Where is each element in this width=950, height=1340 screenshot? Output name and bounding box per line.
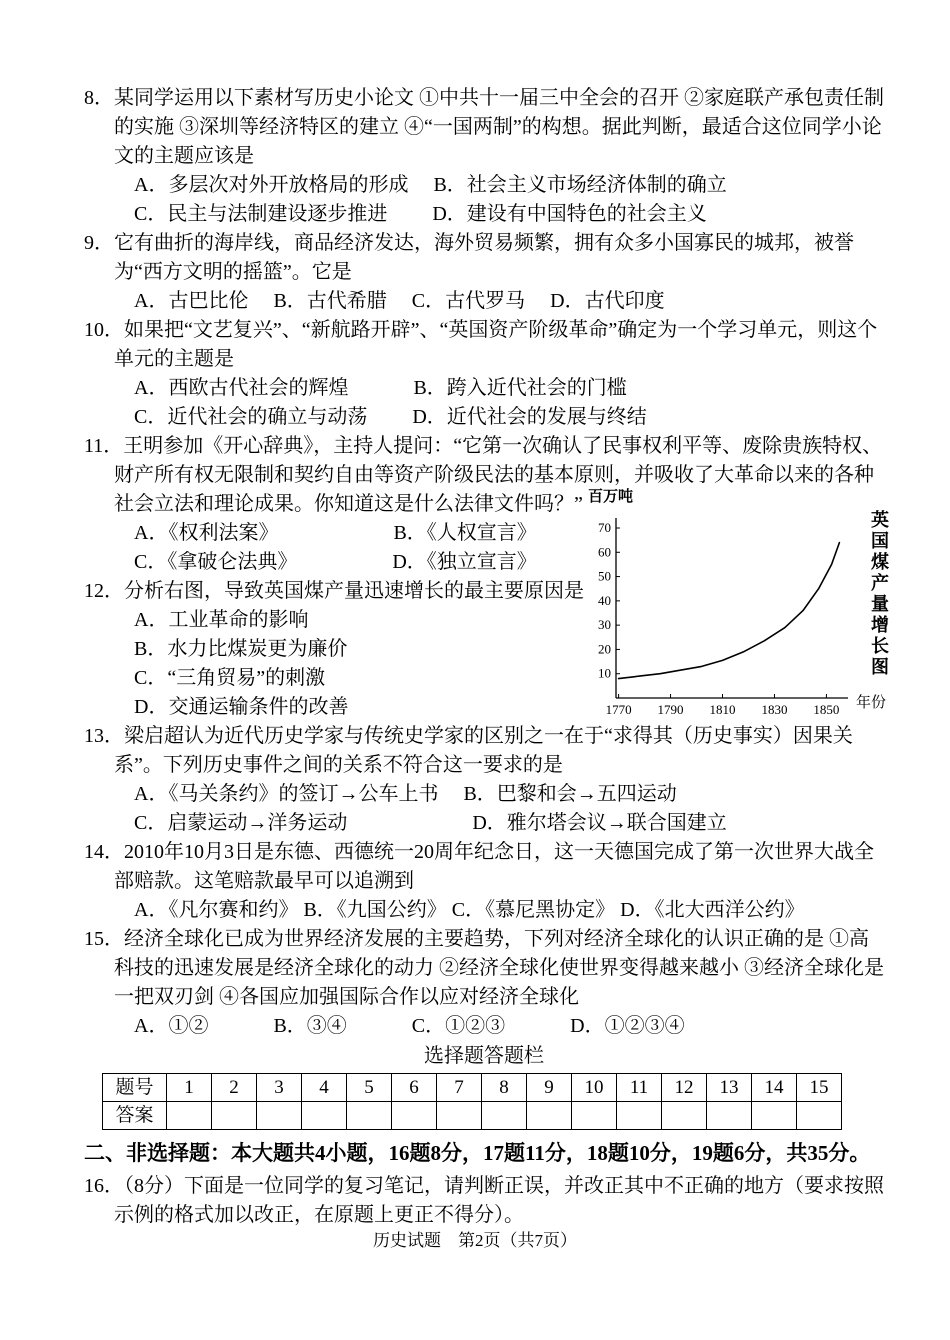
question-text: 梁启超认为近代历史学家与传统史学家的区别之一在于“求得其（历史事实）因果关系”。下列历史事件之间的关系不符合这一要求的是 [114,725,853,776]
question-text: 王明参加《开心辞典》，主持人提问：“它第一次确认了民事权利平等、废除贵族特权、财产所有权无限制和契约自由等资产阶级民法的基本原则，并吸收了大革命以来的各种社会立法和理论成果。你知道这是什么法律文件吗？” [114,435,883,515]
answer-table [102,1073,842,1130]
answer-cell [752,1102,797,1130]
answer-cell [527,1102,572,1130]
question-stem [84,1172,884,1230]
answer-cell [707,1102,752,1130]
question-14 [84,838,884,925]
table-row-answers [103,1102,842,1130]
svg-text:20: 20 [598,641,611,657]
question-number: 11． [84,435,124,457]
question-number: 12． [84,580,124,602]
svg-text:1810: 1810 [709,702,736,717]
question-stem [84,722,884,780]
question-number-cell: 4 [302,1074,347,1102]
question-number-cell: 3 [257,1074,302,1102]
option-line: A．①② B．③④ C．①②③ D．①②③④ [134,1015,685,1037]
questions-8-10 [84,84,884,432]
chart-section [84,432,889,722]
question-9 [84,229,884,316]
answer-cell [347,1102,392,1130]
svg-text:1830: 1830 [761,702,788,717]
answer-cell [302,1102,347,1130]
question-number-cell: 1 [167,1074,212,1102]
coal-production-chart [588,489,890,720]
question-number-cell: 10 [572,1074,617,1102]
question-number: 10． [84,319,124,341]
option-line: A．《凡尔赛和约》 B．《九国公约》 C．《慕尼黑协定》 D．《北大西洋公约》 [134,899,805,921]
question-number-cell: 12 [662,1074,707,1102]
question-number: 13． [84,725,124,747]
option-line: C．民主与法制建设逐步推进 D．建设有中国特色的社会主义 [134,203,707,225]
chart-title: 英国煤产量增长图 [869,510,889,678]
chart-plot [588,506,850,722]
answer-cell [572,1102,617,1130]
svg-text:40: 40 [598,592,611,608]
question-text: 它有曲折的海岸线，商品经济发达，海外贸易频繁，拥有众多小国寡民的城邦，被誉为“西方文明的摇篮”。它是 [114,232,854,283]
option-line: A．《权利法案》 B．《人权宣言》 [134,522,537,544]
question-stem [84,925,884,1012]
question-text: 分析右图，导致英国煤产量迅速增长的最主要原因是 [124,580,584,602]
chart-x-axis-label: 年份 [855,695,886,711]
option-line: A．《马关条约》的签订→公车上书 B．巴黎和会→五四运动 [134,783,677,805]
question-text: （8分）下面是一位同学的复习笔记，请判断正误，并改正其中不正确的地方（要求按照示例的格式加以改正，在原题上更正不得分）。 [114,1175,884,1226]
row-label-numbers: 题号 [103,1074,167,1102]
option-line: C．近代社会的确立与动荡 D．近代社会的发展与终结 [134,406,647,428]
svg-text:10: 10 [598,665,611,681]
question-text: 2010年10月3日是东德、西德统一20周年纪念日，这一天德国完成了第一次世界大战全部赔款。这笔赔款最早可以追溯到 [114,841,874,892]
answer-cell [167,1102,212,1130]
option-line: A．西欧古代社会的辉煌 B．跨入近代社会的门槛 [134,377,627,399]
svg-text:50: 50 [598,568,611,584]
question-number: 9． [84,232,114,254]
chart-y-unit-label: 百万吨 [588,489,634,505]
question-stem [84,84,884,171]
question-number-cell: 15 [797,1074,842,1102]
question-stem [84,229,884,287]
answer-cell [212,1102,257,1130]
answer-cell [392,1102,437,1130]
question-number-cell: 9 [527,1074,572,1102]
question-number: 14． [84,841,124,863]
question-stem [84,838,884,896]
page-content [84,84,889,1230]
svg-text:30: 30 [598,617,611,633]
option-line: A．古巴比伦 B．古代希腊 C．古代罗马 D．古代印度 [134,290,665,312]
questions-13-15 [84,722,884,1041]
page-footer: 历史试题 第2页（共7页） [373,1231,577,1250]
svg-text:1770: 1770 [605,702,632,717]
answer-cell [617,1102,662,1130]
answer-cell [662,1102,707,1130]
question-10 [84,316,884,432]
question-text: 经济全球化已成为世界经济发展的主要趋势，下列对经济全球化的认识正确的是 ①高科技的迅速发展是经济全球化的动力 ②经济全球化使世界变得越来越小 ③经济全球化是一把双刃剑 ④各国应加强国际合作以应对经济全球化 [114,928,884,1008]
option-line: A．工业革命的影响 [134,609,309,631]
question-number: 15． [84,928,124,950]
question-number-cell: 8 [482,1074,527,1102]
svg-text:60: 60 [598,544,611,560]
answer-cell [257,1102,302,1130]
question-number-cell: 7 [437,1074,482,1102]
option-line: C．《拿破仑法典》 D．《独立宣言》 [134,551,537,573]
question-number-cell: 5 [347,1074,392,1102]
option-line: D．交通运输条件的改善 [134,696,349,718]
table-row-numbers [103,1074,842,1102]
question-stem [84,316,884,374]
answer-table-caption: 选择题答题栏 [424,1045,544,1067]
question-number-cell: 11 [617,1074,662,1102]
svg-text:1790: 1790 [657,702,684,717]
option-line: C．“三角贸易”的刺激 [134,667,326,689]
question-8 [84,84,884,229]
option-line: B．水力比煤炭更为廉价 [134,638,348,660]
answer-cell [482,1102,527,1130]
answer-cell [797,1102,842,1130]
answer-cell [437,1102,482,1130]
question-text: 如果把“文艺复兴”、“新航路开辟”、“英国资产阶级革命”确定为一个学习单元，则这个单元的主题是 [114,319,878,370]
option-line: A．多层次对外开放格局的形成 B．社会主义市场经济体制的确立 [134,174,727,196]
question-16 [84,1172,884,1230]
row-label-answers: 答案 [103,1102,167,1130]
svg-text:1850: 1850 [813,702,840,717]
question-15 [84,925,884,1041]
section2-heading: 二、非选择题：本大题共4小题，16题8分，17题11分，18题10分，19题6分，共35分。 [84,1141,871,1165]
svg-text:70: 70 [598,520,611,535]
question-number-cell: 6 [392,1074,437,1102]
option-line: C．启蒙运动→洋务运动 D．雅尔塔会议→联合国建立 [134,812,727,834]
question-number-cell: 13 [707,1074,752,1102]
question-number: 16． [84,1175,124,1197]
question-13 [84,722,884,838]
question-text: 某同学运用以下素材写历史小论文 ①中共十一届三中全会的召开 ②家庭联产承包责任制的实施 ③深圳等经济特区的建立 ④“一国两制”的构想。据此判断，最适合这位同学小论文的主题应该是 [114,87,884,167]
question-number-cell: 14 [752,1074,797,1102]
question-number-cell: 2 [212,1074,257,1102]
question-number: 8． [84,87,114,109]
